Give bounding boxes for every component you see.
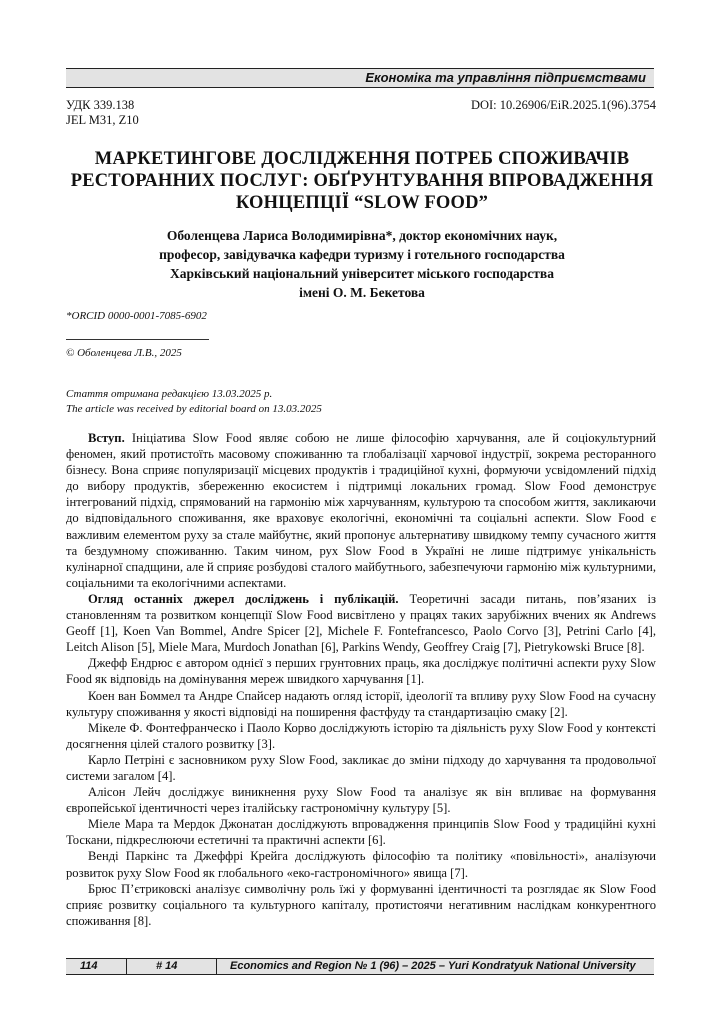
- divider: [66, 339, 209, 340]
- paragraph-intro: Вступ. Ініціатива Slow Food являє собою не лише філософію харчування, але й соціокультурний феномен, який протистоїть масовому споживанню та глобалізації харчової індустрії, зокрема ресторанного бізнесу. Вона сприяє популяризації місцевих продуктів і традиційної кухні, формуючи усвідомлений підхід до вибору продуктів, збереженню екосистем і підтримці локальних громад. Slow Food демонструє інтегрований підхід, спрямований на гармонію між харчуванням, культурою та способом життя, закликаючи до відповідального споживання, яке враховує екологічні, економічні та соціальні аспекти. Slow Food є важливим елементом руху за стале майбутнє, який пропонує альтернативу швидкому темпу сучасного життя та бездумному споживанню. Таким чином, рух Slow Food в Україні не лише підтримує унікальність кулінарної спадщини, але й сприяє розбудові сталого майбутнього, забезпечуючи гармонію між культурними, соціальними та екологічними аспектами.: [66, 431, 656, 590]
- paragraph: Джефф Ендрюс є автором однієї з перших грунтовних праць, яка досліджує політичні аспекти руху Slow Food як відповідь на домінування мереж швидкого харчування [1].: [66, 656, 656, 687]
- intro-label: Вступ.: [88, 431, 125, 445]
- paragraph: Коен ван Боммел та Андре Спайсер надають огляд історії, ідеології та впливу руху Slow Food на сучасну культуру споживання у якості відповіді на поширення фастфуду та стандартизацію смаку [2].: [66, 688, 656, 719]
- paragraph: Алісон Лейч досліджує виникнення руху Slow Food та аналізує як він впливає на формування європейської ідентичності через італійську гастрономічну культуру [5].: [66, 785, 656, 816]
- doi: DOI: 10.26906/EiR.2025.1(96).3754: [470, 98, 656, 112]
- author-line: Оболенцева Лариса Володимирівна*, доктор економічних наук,: [166, 228, 558, 243]
- orcid: *ORCID 0000-0001-7085-6902: [66, 310, 207, 322]
- page-number: 114: [80, 960, 98, 972]
- paragraph: Брюс П’єтриковскі аналізує символічну роль їжі у формуванні ідентичності та розглядає як Slow Food сприяє розвитку соціального та культурного капіталу, протистоячи негативним наслідкам конкурентного споживання [8].: [66, 881, 656, 928]
- journal-section-title: Економіка та управління підприємствами: [365, 70, 646, 85]
- received-ua: Стаття отримана редакцією 13.03.2025 р.: [66, 388, 273, 400]
- paragraph: Венді Паркінс та Джеффрі Крейга досліджують філософію та політику «повільності», аналізуючи розвиток руху Slow Food як глобального «еко-гастрономічного» явища [7].: [66, 849, 656, 880]
- udc-code: УДК 339.138: [66, 98, 135, 112]
- jel-code: JEL M31, Z10: [66, 113, 139, 127]
- article-body: [66, 430, 656, 929]
- journal-header-band: [66, 68, 654, 88]
- footer-separator: [216, 959, 217, 974]
- paragraph: Карло Петріні є засновником руху Slow Food, закликає до зміни підходу до харчування та продовольчої системи загалом [4].: [66, 752, 656, 783]
- copyright: © Оболенцева Л.В., 2025: [66, 347, 182, 359]
- paragraph-review: Огляд останніх джерел досліджень і публікацій. Теоретичні засади питань, пов’язаних із становленням та розвитком концепції Slow Food висвітлено у працях таких зарубіжних вчених як Andrews Geoff [1], Koen Van Bommel, Andre Spicer [2], Michele F. Fontefrancesco, Paolo Corvo [3], Petrini Carlo [4], Leitch Alison [5], Miele Mara, Murdoch Jonathan [6], Parkins Wendy, Geoffrey Craig [7], Pietrykowski Bruce [8].: [66, 591, 657, 655]
- author-line: Харківський національний університет міського господарства: [170, 266, 554, 281]
- issue-number: # 14: [156, 960, 178, 972]
- footer-separator: [126, 959, 127, 974]
- page-footer: [66, 958, 654, 975]
- paragraph: Мікеле Ф. Фонтефранческо і Паоло Корво досліджують історію та діяльність руху Slow Food у контексті досягнення цілей сталого розвитку [3].: [66, 720, 656, 751]
- footer-citation: Economics and Region № 1 (96) – 2025 – Yuri Kondratyuk National University: [230, 960, 636, 972]
- review-label: Огляд останніх джерел досліджень і публікацій.: [88, 591, 399, 606]
- author-line: професор, завідувачка кафедри туризму і готельного господарства: [159, 247, 565, 262]
- received-en: The article was received by editorial board on 13.03.2025: [66, 403, 322, 415]
- article-title: МАРКЕТИНГОВЕ ДОСЛІДЖЕННЯ ПОТРЕБ СПОЖИВАЧІВ РЕСТОРАННИХ ПОСЛУГ: ОБҐРУНТУВАННЯ ВПРОВАДЖЕННЯ КОНЦЕПЦІЇ “SLOW FOOD”: [70, 149, 654, 213]
- author-line: імені О. М. Бекетова: [299, 285, 425, 300]
- author-block: [90, 226, 634, 302]
- paragraph: Міеле Мара та Мердок Джонатан досліджують впровадження принципів Slow Food у традиційні кухні Тоскани, підкреслюючи естетичні та практичні аспекти [6].: [66, 817, 656, 848]
